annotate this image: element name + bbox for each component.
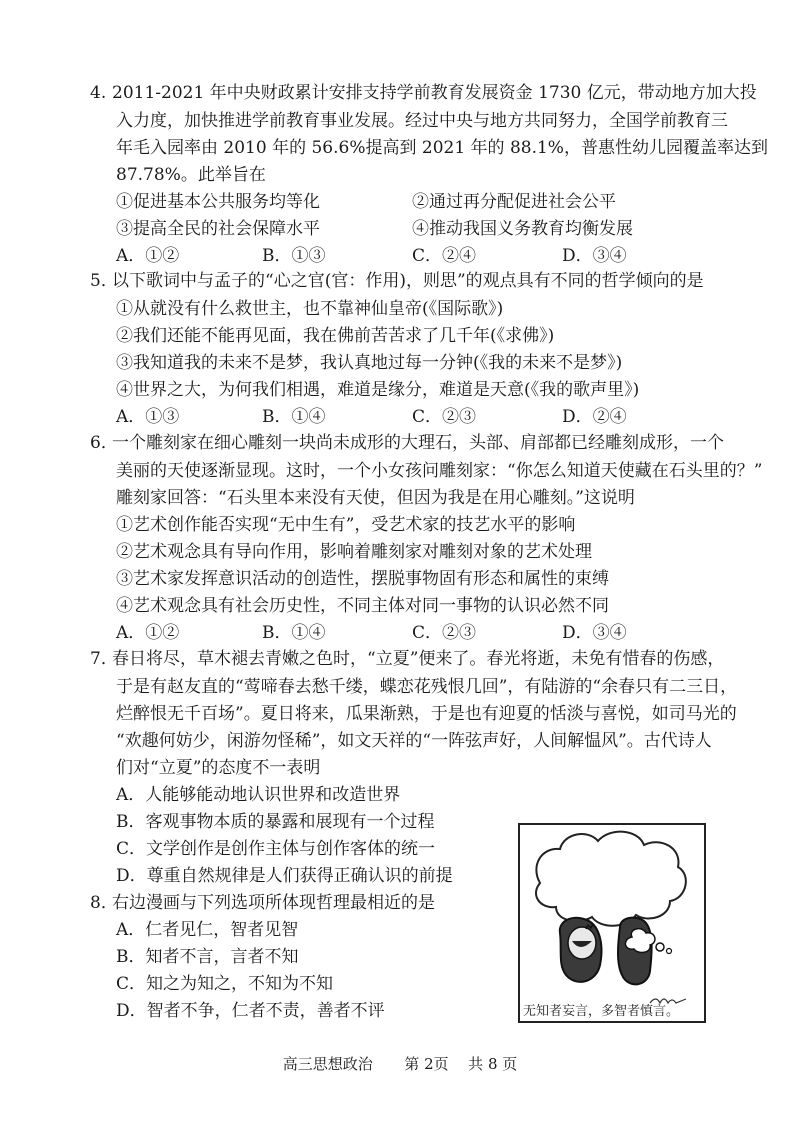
question-7-option-b: B．客观事物本质的暴露和展现有一个过程 (116, 812, 435, 832)
question-5-item: ②我们还能不能再见面，我在佛前苦苦求了几千年(《求佛》) (116, 326, 555, 346)
cartoon-drawing (520, 825, 704, 1021)
question-4-option-c: C．②④ (412, 246, 477, 266)
question-5-number: 5． (90, 271, 118, 291)
question-7-line: 春日将尽，草木褪去青嫩之色时，“立夏”便来了。春光将逝，未免有惜春的伤感， (112, 649, 725, 669)
question-5-option-b: B．①④ (262, 407, 326, 427)
question-5-item: ④世界之大，为何我们相遇，难道是缘分，难道是天意(《我的歌声里》) (116, 380, 640, 400)
question-7-line: 烂醉恨无千百场”。夏日将来，瓜果渐熟，于是也有迎夏的恬淡与喜悦，如司马光的 (116, 704, 737, 724)
question-7-line: 们对“立夏”的态度不一表明 (116, 758, 321, 778)
question-8-option-c: C．知之为知之，不知为不知 (116, 974, 334, 994)
question-4-item: ④推动我国义务教育均衡发展 (412, 219, 633, 239)
question-4-item: ③提高全民的社会保障水平 (116, 219, 320, 239)
cartoon-caption: 无知者妄言，多智者慎言。 (523, 1004, 680, 1019)
question-4-item: ②通过再分配促进社会公平 (412, 192, 616, 212)
question-6-line: 美丽的天使逐渐显现。这时，一个小女孩问雕刻家：“你怎么知道天使藏在石头里的？” (116, 461, 763, 481)
question-4-number: 4. (90, 83, 107, 103)
page-footer (0, 1054, 800, 1074)
question-4-item: ①促进基本公共服务均等化 (116, 192, 320, 212)
question-8-option-a: A．仁者见仁，智者见智 (116, 920, 299, 940)
question-8-option-b: B．知者不言，言者不知 (116, 947, 299, 967)
question-8-number: 8． (90, 893, 118, 913)
question-7-line: 于是有赵友直的“莺啼春去愁千缕，蝶恋花残恨几回”，有陆游的“余春只有二三日， (116, 677, 738, 697)
question-6-option-b: B．①④ (262, 623, 326, 643)
question-5-item: ③我知道我的未来不是梦，我认真地过每一分钟(《我的未来不是梦》) (116, 353, 623, 373)
cartoon-illustration (518, 823, 706, 1023)
question-4-line: 年毛入园率由 2010 年的 56.6%提高到 2021 年的 88.1%，普惠性幼儿园覆盖率达到 (116, 138, 768, 158)
question-4-line: 入力度，加快推进学前教育事业发展。经过中央与地方共同努力，全国学前教育三 (116, 111, 728, 131)
question-6-option-a: A．①② (116, 623, 180, 643)
question-5-stem: 以下歌词中与孟子的“心之官(官：作用)，则思”的观点具有不同的哲学倾向的是 (112, 271, 704, 291)
question-7-option-a: A．人能够能动地认识世界和改造世界 (116, 785, 401, 805)
question-6-line: 雕刻家回答：“石头里本来没有天使，但因为我是在用心雕刻。”这说明 (116, 488, 635, 508)
question-6-item: ④艺术观念具有社会历史性，不同主体对同一事物的认识必然不同 (116, 596, 609, 616)
question-6-option-c: C．②③ (412, 623, 477, 643)
question-7-option-c: C．文学创作是创作主体与创作客体的统一 (116, 839, 436, 859)
question-6-line: 一个雕刻家在细心雕刻一块尚未成形的大理石，头部、肩部都已经雕刻成形，一个 (112, 433, 724, 453)
question-6-item: ②艺术观念具有导向作用，影响着雕刻家对雕刻对象的艺术处理 (116, 542, 592, 562)
question-4-line: 87.78%。此举旨在 (116, 165, 266, 185)
question-6-item: ①艺术创作能否实现“无中生有”，受艺术家的技艺水平的影响 (116, 515, 576, 535)
question-4-option-a: A．①② (116, 246, 180, 266)
question-5-item: ①从就没有什么救世主，也不靠神仙皇帝(《国际歌》) (116, 299, 504, 319)
question-8-stem: 右边漫画与下列选项所体现哲理最相近的是 (112, 893, 435, 913)
question-4-option-b: B．①③ (262, 246, 326, 266)
question-8-option-d: D．智者不争，仁者不责，善者不评 (116, 1001, 385, 1021)
question-4-option-d: D．③④ (562, 246, 627, 266)
question-5-option-c: C．②③ (412, 407, 477, 427)
question-6-option-d: D．③④ (562, 623, 627, 643)
question-7-option-d: D．尊重自然规律是人们获得正确认识的前提 (116, 866, 453, 886)
question-5-option-d: D．②④ (562, 407, 627, 427)
question-5-option-a: A．①③ (116, 407, 180, 427)
question-6-item: ③艺术家发挥意识活动的创造性，摆脱事物固有形态和属性的束缚 (116, 569, 609, 589)
footer-total-pages: 共 8 页 (468, 1055, 518, 1073)
footer-page-number: 第 2页 (404, 1055, 449, 1073)
question-6-number: 6． (90, 433, 118, 453)
question-4-line: 2011-2021 年中央财政累计安排支持学前教育发展资金 1730 亿元，带动地方加大投 (112, 83, 757, 103)
question-7-line: “欢趣何妨少，闲游勿怪稀”，如文天祥的“一阵弦声好，人间解愠风”。古代诗人 (116, 731, 712, 751)
question-7-number: 7． (90, 649, 118, 669)
footer-subject: 高三思想政治 (282, 1055, 373, 1073)
